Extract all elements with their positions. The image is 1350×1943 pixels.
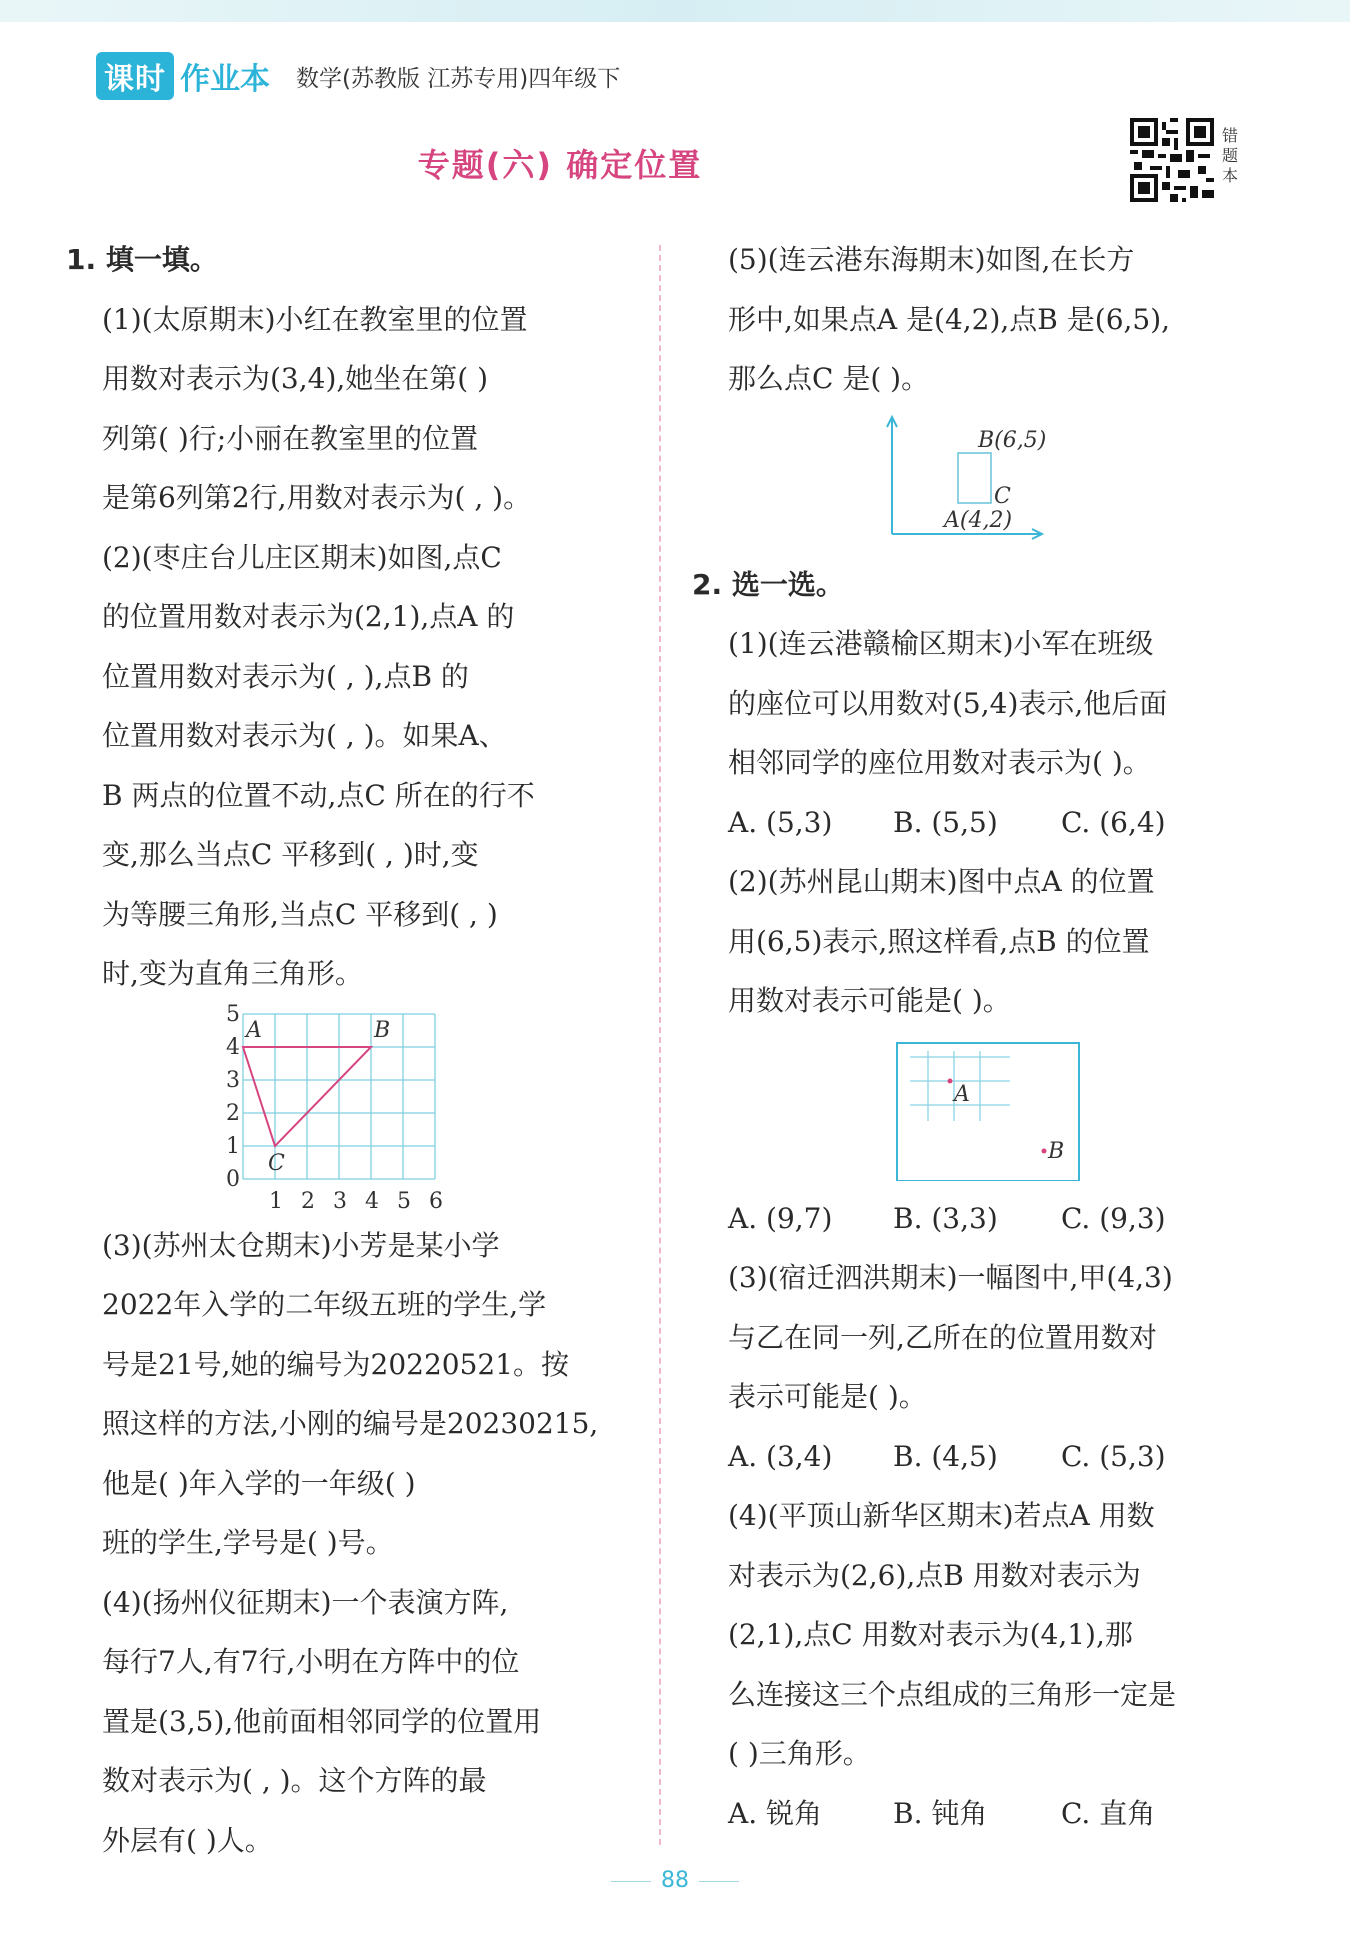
q1-text-line: 列第( )行;小丽在教室里的位置	[102, 421, 479, 455]
x-tick: 3	[333, 1188, 347, 1214]
option-b[interactable]: B. 钝角	[893, 1796, 988, 1830]
option-a[interactable]: A. 锐角	[728, 1796, 823, 1830]
q2-4-text-line: (2,1),点C 用数对表示为(4,1),那	[728, 1618, 1133, 1651]
q1-text-line: 时,变为直角三角形。	[102, 957, 363, 990]
q1-text-line: (1)(太原期末)小红在教室里的位置	[102, 302, 528, 336]
point-b-dot	[1042, 1148, 1047, 1153]
q1-text-line: 的位置用数对表示为(2,1),点A 的	[102, 600, 515, 633]
q2-3-text-line: (3)(宿迁泗洪期末)一幅图中,甲(4,3)	[728, 1261, 1173, 1294]
q2-4-text-line: (4)(平顶山新华区期末)若点A 用数	[728, 1499, 1155, 1532]
label-a: A	[954, 1081, 970, 1107]
q2-1-text-line: (1)(连云港赣榆区期末)小军在班级	[728, 627, 1154, 660]
q1-text-line: 位置用数对表示为( , )。如果A、	[102, 719, 507, 752]
q2-3-options	[692, 1427, 1222, 1487]
page-number: 88	[0, 1868, 1350, 1893]
q2-1-options	[692, 793, 1222, 853]
logo-text: 作业本	[180, 62, 270, 97]
point-a-label: A	[246, 1017, 262, 1043]
right-column	[692, 230, 1222, 1843]
q2-4-options	[692, 1784, 1222, 1844]
qr-label: 错题本	[1222, 126, 1239, 185]
x-tick: 1	[269, 1188, 283, 1214]
option-a[interactable]: A. (3,4)	[728, 1439, 833, 1473]
q1-text-line: 位置用数对表示为( , ),点B 的	[102, 659, 469, 693]
q1-4-text-line: 外层有( )人。	[102, 1823, 273, 1857]
top-band	[0, 0, 1350, 22]
q1-5-text-line: 形中,如果点A 是(4,2),点B 是(6,5),	[728, 302, 1171, 336]
q1-5-text-line: (5)(连云港东海期末)如图,在长方	[728, 243, 1135, 276]
logo-box: 课时	[96, 52, 174, 100]
q2-2-text-line: (2)(苏州昆山期末)图中点A 的位置	[728, 865, 1155, 898]
option-c[interactable]: C. (6,4)	[1061, 805, 1166, 839]
x-tick: 6	[429, 1188, 443, 1214]
rectangle	[958, 453, 991, 503]
q1-3-text-line: 2022年入学的二年级五班的学生,学	[102, 1288, 547, 1321]
option-b[interactable]: B. (4,5)	[893, 1439, 998, 1473]
page-title: 专题(六) 确定位置	[417, 146, 703, 184]
question-2-heading: 2. 选一选。	[692, 567, 844, 601]
q2-2-text-line: 用数对表示可能是( )。	[728, 984, 1011, 1017]
q1-4-text-line: 数对表示为( , )。这个方阵的最	[102, 1764, 487, 1797]
y-tick: 0	[226, 1166, 240, 1192]
q1-4-text-line: 每行7人,有7行,小明在方阵中的位	[102, 1645, 520, 1678]
q1-3-text-line: 他是( )年入学的一年级( )	[102, 1466, 416, 1500]
option-a[interactable]: A. (5,3)	[728, 805, 833, 839]
grid-triangle-figure	[66, 1004, 596, 1214]
q1-3-text-line: 班的学生,学号是( )号。	[102, 1526, 394, 1559]
q1-3-text-line: (3)(苏州太仓期末)小芳是某小学	[102, 1228, 500, 1262]
subject-line: 数学(苏教版 江苏专用)四年级下	[296, 65, 621, 92]
point-a-dot	[948, 1078, 953, 1083]
y-tick: 4	[226, 1034, 240, 1060]
option-a[interactable]: A. (9,7)	[728, 1201, 833, 1235]
question-1-heading: 1. 填一填。	[66, 243, 218, 276]
label-a: A(4,2)	[944, 507, 1013, 533]
q2-4-text-line: 么连接这三个点组成的三角形一定是	[728, 1677, 1177, 1711]
q2-4-text-line: ( )三角形。	[728, 1737, 871, 1770]
qr-code-icon[interactable]	[1130, 118, 1214, 202]
y-tick: 1	[226, 1133, 240, 1159]
y-tick: 5	[226, 1003, 240, 1027]
label-c: C	[994, 483, 1011, 509]
x-tick: 5	[397, 1188, 411, 1214]
x-tick: 4	[365, 1188, 379, 1214]
label-b: B	[1048, 1138, 1065, 1164]
q1-text-line: 是第6列第2行,用数对表示为( , )。	[102, 481, 532, 514]
q2-1-text-line: 相邻同学的座位用数对表示为( )。	[728, 746, 1151, 779]
q1-3-text-line: 号是21号,她的编号为20220521。按	[102, 1347, 570, 1381]
y-tick: 3	[226, 1067, 240, 1093]
rectangle-figure	[692, 409, 1222, 549]
brand-logo	[96, 52, 270, 100]
point-ab-figure	[692, 1031, 1222, 1181]
option-b[interactable]: B. (5,5)	[893, 805, 998, 839]
point-b-label: B	[374, 1017, 391, 1043]
column-divider	[659, 245, 661, 1845]
q1-text-line: 变,那么当点C 平移到( , )时,变	[102, 838, 479, 871]
q2-3-text-line: 与乙在同一列,乙所在的位置用数对	[728, 1320, 1157, 1354]
q2-4-text-line: 对表示为(2,6),点B 用数对表示为	[728, 1558, 1141, 1592]
q2-2-options	[692, 1189, 1222, 1249]
x-tick: 2	[301, 1188, 315, 1214]
option-c[interactable]: C. (5,3)	[1061, 1439, 1166, 1473]
q1-text-line: 用数对表示为(3,4),她坐在第( )	[102, 362, 489, 395]
q2-2-text-line: 用(6,5)表示,照这样看,点B 的位置	[728, 924, 1150, 958]
q1-4-text-line: (4)(扬州仪征期末)一个表演方阵,	[102, 1585, 509, 1619]
point-c-label: C	[268, 1150, 285, 1176]
left-column	[66, 230, 599, 1870]
label-b: B(6,5)	[978, 427, 1047, 453]
q1-5-text-line: 那么点C 是( )。	[728, 362, 930, 395]
q2-3-text-line: 表示可能是( )。	[728, 1380, 927, 1413]
q1-4-text-line: 置是(3,5),他前面相邻同学的位置用	[102, 1704, 542, 1738]
option-c[interactable]: C. (9,3)	[1061, 1201, 1166, 1235]
q1-text-line: B 两点的位置不动,点C 所在的行不	[102, 778, 535, 812]
q1-text-line: (2)(枣庄台儿庄区期末)如图,点C	[102, 540, 502, 574]
y-tick: 2	[226, 1100, 240, 1126]
option-b[interactable]: B. (3,3)	[893, 1201, 998, 1235]
header	[96, 52, 620, 100]
q1-text-line: 为等腰三角形,当点C 平移到( , )	[102, 897, 498, 931]
q1-3-text-line: 照这样的方法,小刚的编号是20230215,	[102, 1407, 599, 1440]
option-c[interactable]: C. 直角	[1061, 1796, 1156, 1830]
q2-1-text-line: 的座位可以用数对(5,4)表示,他后面	[728, 686, 1168, 720]
